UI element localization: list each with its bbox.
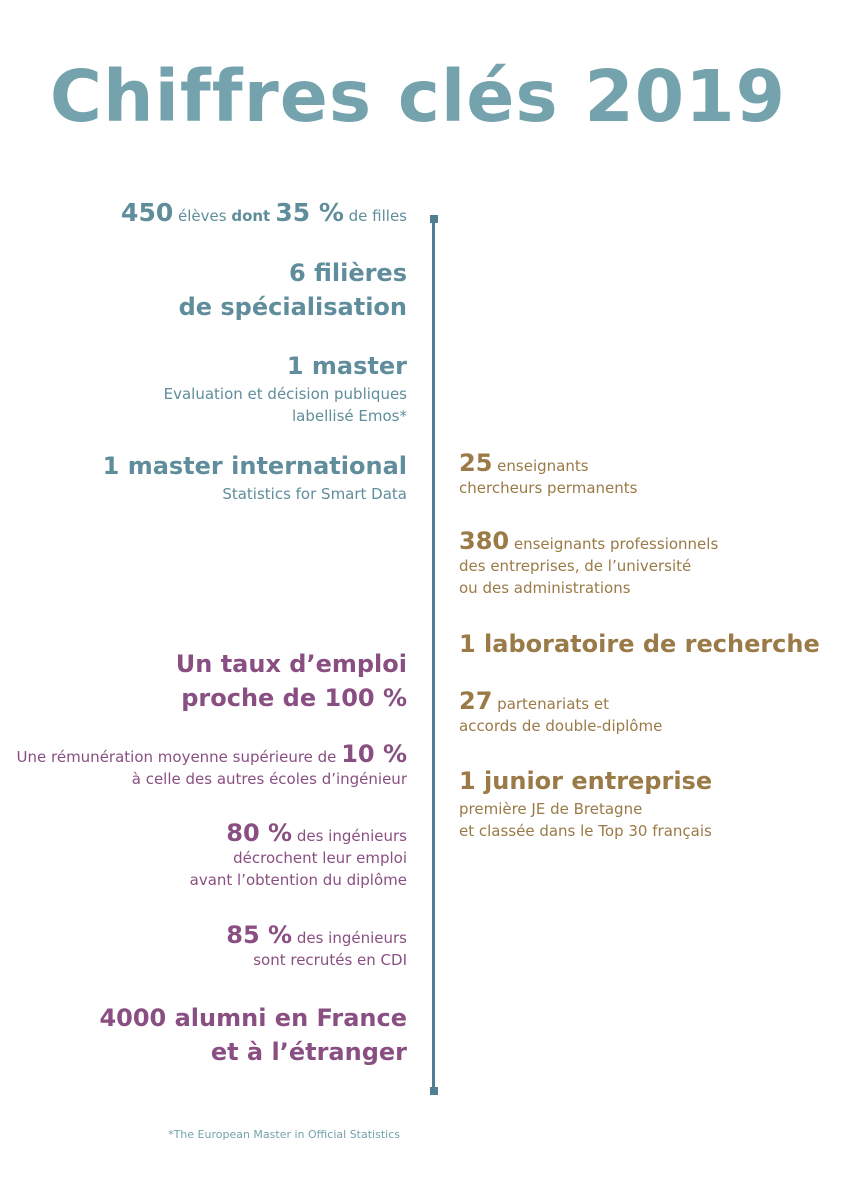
alumni-stat — [99, 1001, 407, 1069]
employment-line1: Un taux d’emploi — [175, 650, 407, 678]
filieres-line1: 6 filières — [289, 259, 407, 287]
filieres-line2: de spécialisation — [178, 293, 407, 321]
before-diploma-line2: décrochent leur emploi — [233, 849, 407, 867]
professionals-line2: des entreprises, de l’université — [459, 557, 692, 575]
teachers-line2: chercheurs permanents — [459, 479, 638, 497]
partnerships-count: 27 — [459, 687, 493, 715]
master-line2: labellisé Emos* — [291, 407, 407, 425]
professionals-count: 380 — [459, 527, 510, 555]
footnote: *The European Master in Official Statistics — [168, 1128, 400, 1141]
timeline-top-marker — [430, 215, 438, 223]
students-stat — [121, 198, 407, 227]
salary-text1: Une rémunération moyenne supérieure de — [16, 748, 342, 766]
master-intl-line1: Statistics for Smart Data — [222, 485, 407, 503]
alumni-line1: 4000 alumni en France — [99, 1004, 407, 1032]
girls-text: de filles — [343, 207, 407, 225]
teachers-text1: enseignants — [492, 457, 589, 475]
partnerships-stat — [459, 687, 663, 737]
master-intl-title: 1 master international — [102, 452, 407, 480]
salary-line2: à celle des autres écoles d’ingénieur — [131, 770, 407, 788]
lab-stat — [459, 627, 820, 661]
before-diploma-text1: des ingénieurs — [292, 827, 407, 845]
before-diploma-line3: avant l’obtention du diplôme — [189, 871, 407, 889]
teachers-count: 25 — [459, 449, 493, 477]
cdi-text1: des ingénieurs — [292, 929, 407, 947]
filieres-stat — [179, 256, 407, 324]
before-diploma-stat — [189, 819, 407, 891]
partnerships-text1: partenariats et — [492, 695, 609, 713]
junior-stat — [459, 764, 712, 842]
professionals-text1: enseignants professionnels — [509, 535, 719, 553]
master-stat — [164, 349, 407, 427]
professionals-line3: ou des administrations — [459, 579, 631, 597]
students-count: 450 — [121, 198, 174, 227]
alumni-line2: et à l’étranger — [210, 1038, 407, 1066]
professionals-stat — [459, 527, 719, 599]
partnerships-line2: accords de double-diplôme — [459, 717, 663, 735]
salary-stat — [16, 740, 407, 790]
employment-stat — [176, 647, 407, 715]
page-title: Chiffres clés 2019 — [49, 55, 786, 138]
before-diploma-percent: 80 % — [226, 819, 293, 847]
salary-percent: 10 % — [341, 740, 407, 768]
cdi-percent: 85 % — [226, 921, 293, 949]
girls-percent: 35 % — [275, 198, 344, 227]
master-title: 1 master — [286, 352, 407, 380]
master-line1: Evaluation et décision publiques — [163, 385, 407, 403]
students-dont: dont — [231, 207, 271, 225]
timeline-bottom-marker — [430, 1087, 438, 1095]
employment-line2: proche de 100 % — [181, 684, 407, 712]
junior-title: 1 junior entreprise — [459, 767, 713, 795]
timeline-line — [432, 219, 435, 1092]
students-text: élèves — [173, 207, 232, 225]
lab-title: 1 laboratoire de recherche — [459, 630, 820, 658]
cdi-stat — [226, 921, 407, 971]
junior-line1: première JE de Bretagne — [459, 800, 643, 818]
master-intl-stat — [103, 449, 407, 505]
junior-line2: et classée dans le Top 30 français — [459, 822, 712, 840]
teachers-stat — [459, 449, 638, 499]
cdi-line2: sont recrutés en CDI — [253, 951, 407, 969]
